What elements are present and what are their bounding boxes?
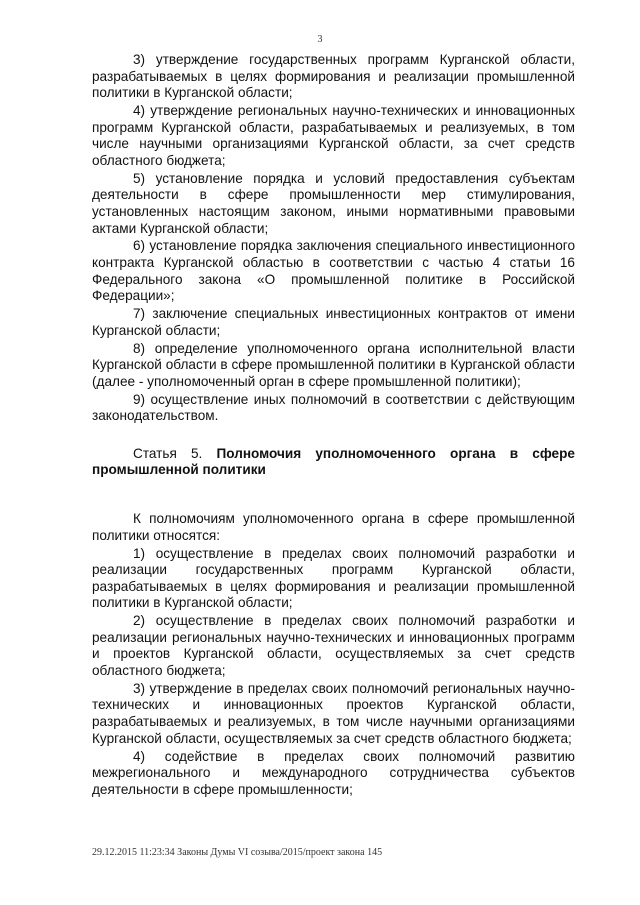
article-number: Статья 5. bbox=[133, 445, 217, 461]
list-item: 8) определение уполномоченного органа исполнительной власти Курганской области в сфере промышленной политики в Курганской области (далее - уполномоченный орган в сфере промышленной политики); bbox=[92, 340, 575, 389]
document-footer: 29.12.2015 11:23:34 Законы Думы VI созыва/2015/проект закона 145 bbox=[92, 847, 383, 858]
list-item: 5) установление порядка и условий предоставления субъектам деятельности в сфере промышленности мер стимулирования, установленных настоящим законом, иными нормативными правовыми актами Курганской области; bbox=[92, 170, 575, 236]
list-item: 2) осуществление в пределах своих полномочий разработки и реализации региональных научно-технических и инновационных программ и проектов Курганской области, осуществляемых за счет средств областного бюджета; bbox=[92, 613, 575, 678]
list-item: 6) установление порядка заключения специального инвестиционного контракта Курганской областью в соответствии с частью 4 статьи 16 Федерального закона «О промышленной политике в Российской Федерации»; bbox=[92, 238, 575, 304]
list-item: 3) утверждение государственных программ Курганской области, разрабатываемых в целях формирования и реализации промышленной политики в Курганской области; bbox=[92, 52, 575, 101]
list-item: 3) утверждение в пределах своих полномочий региональных научно-технических и инновационных проектов Курганской области, разрабатываемых и реализуемых, в том числе научными организациями Курганской области, осуществляемых за счет средств областного бюджета; bbox=[92, 680, 575, 746]
authority-powers-list bbox=[92, 511, 575, 798]
list-item: 4) содействие в пределах своих полномочий развитию межрегионального и международного сотрудничества субъектов деятельности в сфере промышленности; bbox=[92, 748, 575, 797]
article-heading bbox=[92, 446, 575, 479]
page-number: 3 bbox=[317, 34, 323, 45]
list-item: 9) осуществление иных полномочий в соответствии с действующим законодательством. bbox=[92, 391, 575, 424]
list-item: 1) осуществление в пределах своих полномочий разработки и реализации государственных программ Курганской области, разрабатываемых в целях формирования и реализации промышленной политики в Курганской области; bbox=[92, 545, 575, 611]
powers-list bbox=[92, 52, 575, 425]
document-body bbox=[92, 52, 575, 800]
intro-paragraph: К полномочиям уполномоченного органа в сфере промышленной политики относятся: bbox=[92, 511, 575, 543]
list-item: 4) утверждение региональных научно-технических и инновационных программ Курганской области, разрабатываемых и реализуемых, в том числе научными организациями Курганской области, за счет средств областного бюджета; bbox=[92, 103, 575, 168]
list-item: 7) заключение специальных инвестиционных контрактов от имени Курганской области; bbox=[92, 306, 575, 338]
article-title: Полномочия уполномоченного органа в сфере промышленной политики bbox=[92, 445, 575, 478]
